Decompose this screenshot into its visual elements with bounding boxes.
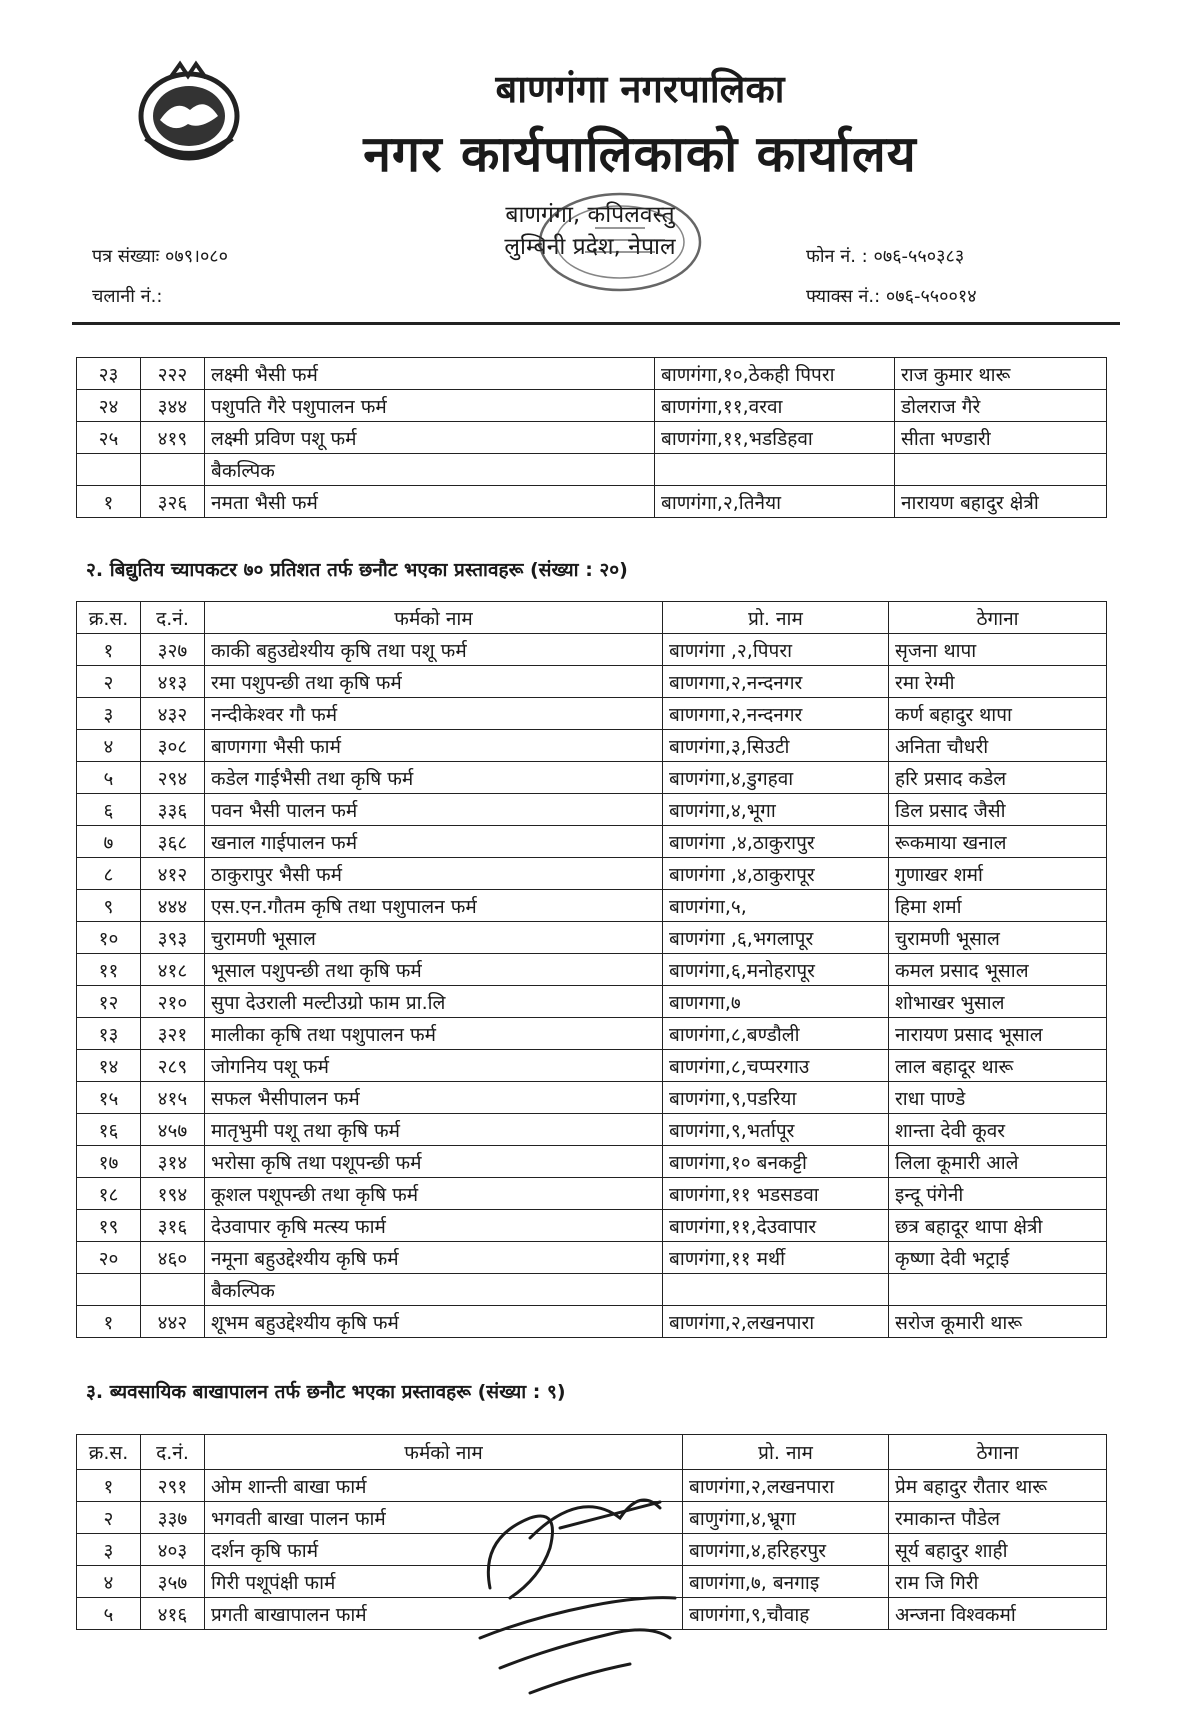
cell-name: कडेल गाईभैसी तथा कृषि फर्म <box>205 762 663 794</box>
header-pro-name: प्रो. नाम <box>683 1435 889 1470</box>
cell-name: सुपा देउराली मल्टीउग्रो फाम प्रा.लि <box>205 986 663 1018</box>
table-row <box>77 1082 1107 1114</box>
handwritten-signature-icon <box>470 1478 710 1698</box>
cell-sn: २४ <box>77 390 141 422</box>
cell-address: बाणगंगा,१० बनकट्टी <box>663 1146 889 1178</box>
cell-person: कमल प्रसाद भूसाल <box>889 954 1107 986</box>
cell-sn: १० <box>77 922 141 954</box>
cell-dn: ४०३ <box>141 1534 205 1566</box>
cell-name: लक्ष्मी भैसी फर्म <box>205 358 655 390</box>
fax-number: फ्याक्स नं.: ०७६-५५००१४ <box>806 286 977 307</box>
cell-name: जोगनिय पशू फर्म <box>205 1050 663 1082</box>
cell-person: लिला कूमारी आले <box>889 1146 1107 1178</box>
cell-person: अन्जना विश्वकर्मा <box>889 1598 1107 1630</box>
cell-sn: १ <box>77 634 141 666</box>
address-line-2: लुम्बिनी प्रदेश, नेपाल <box>504 234 676 260</box>
cell-dn: २८९ <box>141 1050 205 1082</box>
patra-sankhya: पत्र संख्याः ०७९।०८० <box>92 246 229 267</box>
header-divider <box>72 322 1120 325</box>
header-dn: द.नं. <box>141 1435 205 1470</box>
cell-name: कूशल पशूपन्छी तथा कृषि फर्म <box>205 1178 663 1210</box>
cell-name: काकी बहुउद्येश्यीय कृषि तथा पशू फर्म <box>205 634 663 666</box>
cell-dn <box>141 454 205 486</box>
cell-dn: ४४४ <box>141 890 205 922</box>
cell-name: प्रगती बाखापालन फार्म <box>205 1598 683 1630</box>
header-address: ठेगाना <box>889 1435 1107 1470</box>
section-2-title: २. बिद्युतिय च्यापकटर ७० प्रतिशत तर्फ छनौट भएका प्रस्तावहरू (संख्या : २०) <box>86 559 628 581</box>
cell-person: कर्ण बहादुर थापा <box>889 698 1107 730</box>
table-row <box>77 1146 1107 1178</box>
section-3-title: ३. ब्यवसायिक बाखापालन तर्फ छनौट भएका प्रस्तावहरू (संख्या : ९) <box>86 1381 566 1403</box>
cell-name: मालीका कृषि तथा पशुपालन फर्म <box>205 1018 663 1050</box>
cell-address: बाणगंगा,८,चप्परगाउ <box>663 1050 889 1082</box>
cell-sn: १८ <box>77 1178 141 1210</box>
cell-sn: २३ <box>77 358 141 390</box>
table-row <box>77 1018 1107 1050</box>
table-row <box>77 986 1107 1018</box>
cell-dn: ४१६ <box>141 1598 205 1630</box>
cell-address: बाणुगंगा,४,भ्रूगा <box>683 1502 889 1534</box>
cell-address: बाणगंगा,२,तिनैया <box>655 486 895 518</box>
cell-sn: ६ <box>77 794 141 826</box>
cell-address: बाणगंगा,३,सिउटी <box>663 730 889 762</box>
cell-dn: ३६८ <box>141 826 205 858</box>
cell-address: बाणगगा,७ <box>663 986 889 1018</box>
table-row <box>77 1114 1107 1146</box>
cell-sn: ४ <box>77 1566 141 1598</box>
header-address: ठेगाना <box>889 602 1107 634</box>
table-row <box>77 422 1107 454</box>
cell-sn: ३ <box>77 698 141 730</box>
cell-name: लक्ष्मी प्रविण पशू फर्म <box>205 422 655 454</box>
cell-person: रमा रेग्मी <box>889 666 1107 698</box>
table-row <box>77 922 1107 954</box>
cell-sn: २ <box>77 666 141 698</box>
cell-address: बाणगंगा,८,बण्डौली <box>663 1018 889 1050</box>
cell-sn: १३ <box>77 1018 141 1050</box>
cell-address: बाणगंगा,७, बनगाइ <box>683 1566 889 1598</box>
cell-address: बाणगंगा,९,भर्तापूर <box>663 1114 889 1146</box>
cell-sn: २५ <box>77 422 141 454</box>
cell-dn: २९१ <box>141 1470 205 1502</box>
cell-dn: ४१८ <box>141 954 205 986</box>
cell-name: पशुपति गैरे पशुपालन फर्म <box>205 390 655 422</box>
cell-address: बाणगंगा ,६,भगलापूर <box>663 922 889 954</box>
table-row <box>77 1242 1107 1274</box>
cell-person: सरोज कूमारी थारू <box>889 1306 1107 1338</box>
chalani-number: चलानी नं.: <box>92 286 163 307</box>
cell-dn: ४४२ <box>141 1306 205 1338</box>
table-row <box>77 730 1107 762</box>
cell-person: छत्र बहादूर थापा क्षेत्री <box>889 1210 1107 1242</box>
office-stamp-icon <box>515 180 725 300</box>
table-row <box>77 666 1107 698</box>
cell-name: पवन भैसी पालन फर्म <box>205 794 663 826</box>
cell-name: नन्दीकेश्वर गौ फर्म <box>205 698 663 730</box>
cell-name: ओम शान्ती बाखा फार्म <box>205 1470 683 1502</box>
table-row <box>77 1274 1107 1306</box>
cell-sn: १ <box>77 1470 141 1502</box>
table-row <box>77 634 1107 666</box>
cell-person <box>895 454 1107 486</box>
cell-sn: २ <box>77 1502 141 1534</box>
cell-address: बाणगंगा,६,मनोहरापूर <box>663 954 889 986</box>
cell-sn: ५ <box>77 1598 141 1630</box>
cell-name: बैकल्पिक <box>205 454 655 486</box>
cell-dn: ३१४ <box>141 1146 205 1178</box>
table-row <box>77 390 1107 422</box>
cell-sn: १७ <box>77 1146 141 1178</box>
cell-person: कृष्णा देवी भट्राई <box>889 1242 1107 1274</box>
table-row <box>77 762 1107 794</box>
cell-name: देउवापार कृषि मत्स्य फार्म <box>205 1210 663 1242</box>
cell-address: बाणगंगा,९,चौवाह <box>683 1598 889 1630</box>
cell-sn: १ <box>77 1306 141 1338</box>
cell-name: नमूना बहुउद्देश्यीय कृषि फर्म <box>205 1242 663 1274</box>
header-firm-name: फर्मको नाम <box>205 602 663 634</box>
table-row <box>77 358 1107 390</box>
cell-address: बाणगंगा,११,भडडिहवा <box>655 422 895 454</box>
cell-person: लाल बहादूर थारू <box>889 1050 1107 1082</box>
cell-name: ठाकुरापुर भैसी फर्म <box>205 858 663 890</box>
header-pro-name: प्रो. नाम <box>663 602 889 634</box>
cell-person: डिल प्रसाद जैसी <box>889 794 1107 826</box>
cell-address: बाणगंगा,५, <box>663 890 889 922</box>
cell-address: बाणगंगा,११ भडसडवा <box>663 1178 889 1210</box>
address-line-1: बाणगंगा, कपिलवस्तु <box>505 202 675 228</box>
cell-address: बाणगंगा,१०,ठेकही पिपरा <box>655 358 895 390</box>
cell-name: बैकल्पिक <box>205 1274 663 1306</box>
cell-address: बाणगंगा,११,वरवा <box>655 390 895 422</box>
office-name: नगर कार्यपालिकाको कार्यालय <box>363 125 917 183</box>
cell-dn: ४१३ <box>141 666 205 698</box>
header-sn: क्र.स. <box>77 602 141 634</box>
header-dn: द.नं. <box>141 602 205 634</box>
header-sn: क्र.स. <box>77 1435 141 1470</box>
cell-name: एस.एन.गौतम कृषि तथा पशुपालन फर्म <box>205 890 663 922</box>
table-row <box>77 454 1107 486</box>
cell-sn: ३ <box>77 1534 141 1566</box>
cell-person: सृजना थापा <box>889 634 1107 666</box>
table-row <box>77 486 1107 518</box>
cell-dn: २२२ <box>141 358 205 390</box>
cell-name: दर्शन कृषि फार्म <box>205 1534 683 1566</box>
cell-name: गिरी पशूपंक्षी फार्म <box>205 1566 683 1598</box>
cell-sn: ४ <box>77 730 141 762</box>
cell-name: सफल भैसीपालन फर्म <box>205 1082 663 1114</box>
cell-dn <box>141 1274 205 1306</box>
cell-name: बाणगगा भैसी फार्म <box>205 730 663 762</box>
cell-name: शूभम बहुउद्देश्यीय कृषि फर्म <box>205 1306 663 1338</box>
cell-person: चुरामणी भूसाल <box>889 922 1107 954</box>
cell-person <box>889 1274 1107 1306</box>
cell-sn <box>77 454 141 486</box>
cell-address: बाणगगा,२,नन्दनगर <box>663 698 889 730</box>
table-row <box>77 1306 1107 1338</box>
cell-person: हरि प्रसाद कडेल <box>889 762 1107 794</box>
cell-dn: ३२१ <box>141 1018 205 1050</box>
cell-sn: १९ <box>77 1210 141 1242</box>
cell-dn: ४३२ <box>141 698 205 730</box>
cell-name: भगवती बाखा पालन फार्म <box>205 1502 683 1534</box>
table-row <box>77 698 1107 730</box>
cell-name: भरोसा कृषि तथा पशूपन्छी फर्म <box>205 1146 663 1178</box>
cell-address: बाणगंगा,२,लखनपारा <box>683 1470 889 1502</box>
cell-address: बाणगंगा,९,पडरिया <box>663 1082 889 1114</box>
cell-dn: ३३६ <box>141 794 205 826</box>
cell-name: मातृभुमी पशू तथा कृषि फर्म <box>205 1114 663 1146</box>
cell-person: नारायण बहादुर क्षेत्री <box>895 486 1107 518</box>
cell-name: चुरामणी भूसाल <box>205 922 663 954</box>
cell-name: भूसाल पशुपन्छी तथा कृषि फर्म <box>205 954 663 986</box>
cell-person: शान्ता देवी कूवर <box>889 1114 1107 1146</box>
cell-dn: ४१९ <box>141 422 205 454</box>
cell-address: बाणगगा,२,नन्दनगर <box>663 666 889 698</box>
cell-person: अनिता चौधरी <box>889 730 1107 762</box>
cell-person: प्रेम बहादुर रौतार थारू <box>889 1470 1107 1502</box>
cell-address: बाणगंगा ,४,ठाकुरापूर <box>663 858 889 890</box>
cell-address: बाणगंगा,११,देउवापार <box>663 1210 889 1242</box>
cell-sn: १४ <box>77 1050 141 1082</box>
cell-dn: २१० <box>141 986 205 1018</box>
cell-dn: ४१५ <box>141 1082 205 1114</box>
cell-name: खनाल गाईपालन फर्म <box>205 826 663 858</box>
cell-dn: १९४ <box>141 1178 205 1210</box>
cell-sn: २० <box>77 1242 141 1274</box>
table-row <box>77 1178 1107 1210</box>
cell-sn: १ <box>77 486 141 518</box>
cell-address <box>663 1274 889 1306</box>
header-firm-name: फर्मको नाम <box>205 1435 683 1470</box>
cell-sn: ७ <box>77 826 141 858</box>
cell-sn: ८ <box>77 858 141 890</box>
cell-address: बाणगंगा,४,डुगहवा <box>663 762 889 794</box>
cell-person: राज कुमार थारू <box>895 358 1107 390</box>
table-row <box>77 1050 1107 1082</box>
table-row <box>77 890 1107 922</box>
cell-address: बाणगंगा,११ मर्थी <box>663 1242 889 1274</box>
cell-address <box>655 454 895 486</box>
cell-dn: ३४४ <box>141 390 205 422</box>
cell-dn: ३१६ <box>141 1210 205 1242</box>
cell-address: बाणगंगा,४,हरिहरपुर <box>683 1534 889 1566</box>
cell-dn: ३९३ <box>141 922 205 954</box>
section-2-table <box>76 601 1107 1338</box>
cell-dn: ३२७ <box>141 634 205 666</box>
cell-dn: ३३७ <box>141 1502 205 1534</box>
cell-dn: ४५७ <box>141 1114 205 1146</box>
cell-person: राम जि गिरी <box>889 1566 1107 1598</box>
cell-dn: ३५७ <box>141 1566 205 1598</box>
cell-person: रूकमाया खनाल <box>889 826 1107 858</box>
cell-dn: ३०८ <box>141 730 205 762</box>
table-row <box>77 858 1107 890</box>
cell-person: शोभाखर भुसाल <box>889 986 1107 1018</box>
table-row <box>77 794 1107 826</box>
cell-person: सीता भण्डारी <box>895 422 1107 454</box>
cell-dn: ३२६ <box>141 486 205 518</box>
table-row <box>77 954 1107 986</box>
cell-person: सूर्य बहादुर शाही <box>889 1534 1107 1566</box>
cell-name: नमता भैसी फर्म <box>205 486 655 518</box>
cell-name: रमा पशुपन्छी तथा कृषि फर्म <box>205 666 663 698</box>
cell-sn: १६ <box>77 1114 141 1146</box>
org-name: बाणगंगा नगरपालिका <box>495 67 785 111</box>
cell-sn: ९ <box>77 890 141 922</box>
cell-dn: ४१२ <box>141 858 205 890</box>
cell-person: गुणाखर शर्मा <box>889 858 1107 890</box>
cell-address: बाणगंगा ,२,पिपरा <box>663 634 889 666</box>
cell-person: हिमा शर्मा <box>889 890 1107 922</box>
cell-person: रमाकान्त पौडेल <box>889 1502 1107 1534</box>
table-row <box>77 826 1107 858</box>
cell-dn: २९४ <box>141 762 205 794</box>
cell-person: डोलराज गैरे <box>895 390 1107 422</box>
cell-address: बाणगंगा,४,भूगा <box>663 794 889 826</box>
cell-address: बाणगंगा ,४,ठाकुरापुर <box>663 826 889 858</box>
cell-address: बाणगंगा,२,लखनपारा <box>663 1306 889 1338</box>
cell-person: नारायण प्रसाद भूसाल <box>889 1018 1107 1050</box>
cell-sn: ५ <box>77 762 141 794</box>
cell-sn <box>77 1274 141 1306</box>
cell-sn: १५ <box>77 1082 141 1114</box>
cell-dn: ४६० <box>141 1242 205 1274</box>
cell-person: इन्दू पंगेनी <box>889 1178 1107 1210</box>
table-row <box>77 1210 1107 1242</box>
cell-person: राधा पाण्डे <box>889 1082 1107 1114</box>
cell-sn: १२ <box>77 986 141 1018</box>
continuation-table <box>76 357 1107 518</box>
nepal-emblem-icon <box>130 58 248 166</box>
phone-number: फोन नं. : ०७६-५५०३८३ <box>806 246 965 267</box>
cell-sn: ११ <box>77 954 141 986</box>
